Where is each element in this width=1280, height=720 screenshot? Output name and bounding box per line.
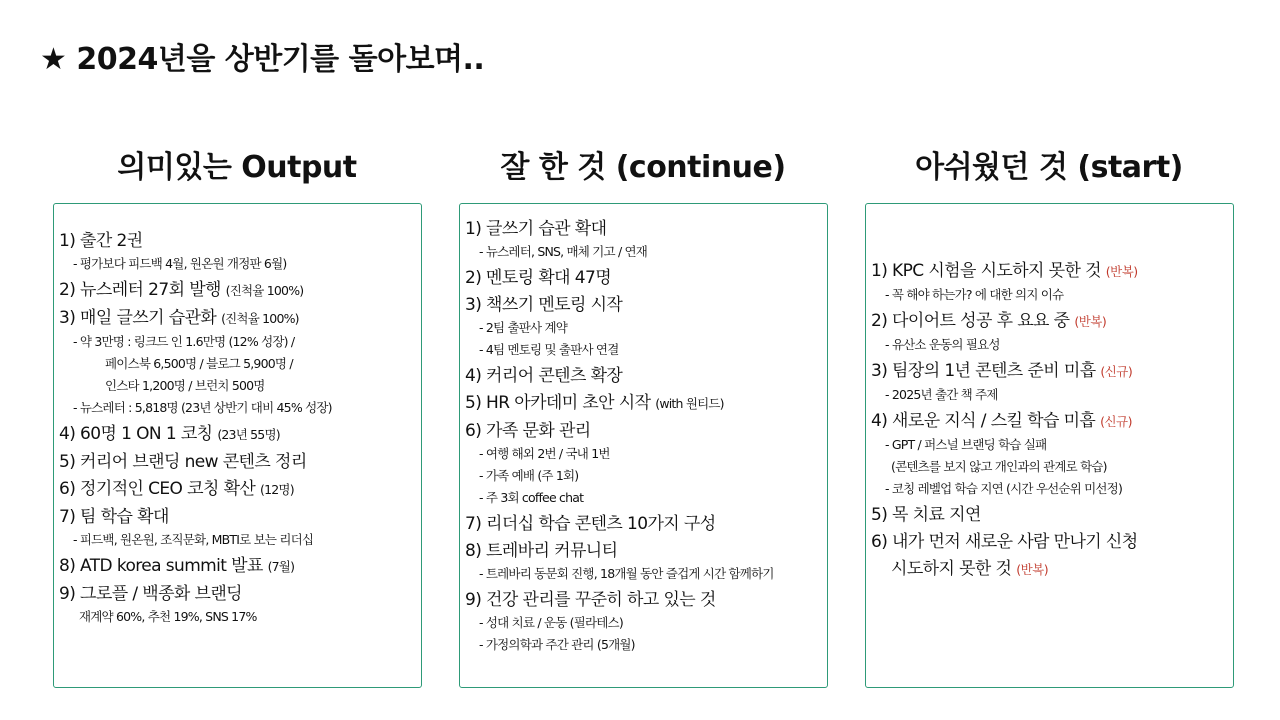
sub-line: - 4팀 멘토링 및 출판사 연결 (479, 342, 619, 357)
item-note: (진척율 100%) (221, 311, 299, 326)
item-line: 7) 팀 학습 확대 (59, 507, 169, 527)
sub-line: - 뉴스레터 : 5,818명 (23년 상반기 대비 45% 성장) (73, 400, 332, 415)
new-tag: (신규) (1100, 414, 1132, 429)
sub-line: - 뉴스레터, SNS, 매체 기고 / 연재 (479, 244, 648, 259)
sub-line: - 유산소 운동의 필요성 (885, 337, 1000, 352)
sub-line: (콘텐츠를 보지 않고 개인과의 관계로 학습) (891, 459, 1107, 474)
item-line: 1) 글쓰기 습관 확대 (465, 219, 607, 239)
item-line: 8) 트레바리 커뮤니티 (465, 541, 618, 561)
item-line: 6) 내가 먼저 새로운 사람 만나기 신청 (871, 532, 1138, 552)
sub-line: - 2팀 출판사 계약 (479, 320, 568, 335)
item-note: (진척율 100%) (225, 283, 304, 298)
item-line: 2) 뉴스레터 27회 발행 (진척율 100%) (59, 280, 304, 300)
item-note: (23년 55명) (217, 427, 280, 442)
sub-line: - GPT / 퍼스널 브랜딩 학습 실패 (885, 437, 1047, 452)
repeat-tag: (반복) (1074, 314, 1107, 329)
sub-line: - 2025년 출간 책 주제 (885, 387, 998, 402)
item-line: 6) 정기적인 CEO 코칭 확산 (12명) (59, 479, 294, 499)
item-line: 3) 매일 글쓰기 습관화 (진척율 100%) (59, 308, 299, 328)
item-line: 2) 다이어트 성공 후 요요 중 (반복) (871, 311, 1107, 331)
item-line: 9) 건강 관리를 꾸준히 하고 있는 것 (465, 590, 716, 610)
sub-line: - 코칭 레벨업 학습 지연 (시간 우선순위 미선정) (885, 481, 1123, 496)
sub-line: - 피드백, 원온원, 조직문화, MBTI로 보는 리더십 (73, 532, 314, 547)
item-line: 6) 가족 문화 관리 (465, 421, 591, 441)
new-tag: (신규) (1100, 364, 1133, 379)
item-line: 4) 커리어 콘텐츠 확장 (465, 366, 623, 386)
item-line: 7) 리더십 학습 콘텐츠 10가지 구성 (465, 514, 716, 534)
item-line: 8) ATD korea summit 발표 (7월) (59, 556, 295, 576)
item-note: (12명) (260, 482, 294, 497)
sub-line: - 트레바리 동문회 진행, 18개월 동안 즐겁게 시간 함께하기 (479, 566, 774, 581)
item-note: (with 원티드) (655, 396, 724, 411)
item-line: 3) 책쓰기 멘토링 시작 (465, 295, 623, 315)
item-line: 2) 멘토링 확대 47명 (465, 268, 612, 288)
panel-continue (459, 203, 828, 688)
panel-start (865, 203, 1234, 688)
item-line: 5) 목 치료 지연 (871, 505, 981, 525)
item-line: 3) 팀장의 1년 콘텐츠 준비 미흡 (신규) (871, 361, 1133, 381)
item-line: 4) 새로운 지식 / 스킬 학습 미흡 (신규) (871, 411, 1132, 431)
heading-continue: 잘 한 것 (continue) (500, 150, 786, 185)
item-line: 4) 60명 1 ON 1 코칭 (23년 55명) (59, 424, 280, 444)
repeat-tag: (반복) (1105, 264, 1138, 279)
item-line: 1) KPC 시험을 시도하지 못한 것 (반복) (871, 261, 1138, 281)
repeat-tag: (반복) (1016, 562, 1049, 577)
sub-line: - 가정의학과 주간 관리 (5개월) (479, 637, 635, 652)
sub-line: - 성대 치료 / 운동 (필라테스) (479, 615, 623, 630)
heading-start: 아쉬웠던 것 (start) (915, 150, 1183, 185)
page-title: ★ 2024년을 상반기를 돌아보며.. (40, 42, 485, 77)
sub-line: - 약 3만명 : 링크드 인 1.6만명 (12% 성장) / (73, 334, 295, 349)
item-line: 5) 커리어 브랜딩 new 콘텐츠 정리 (59, 452, 307, 472)
item-note: (7월) (267, 559, 295, 574)
sub-line: - 꼭 해야 하는가? 에 대한 의지 이슈 (885, 287, 1064, 302)
sub-line: 재계약 60%, 추천 19%, SNS 17% (79, 609, 257, 624)
sub-line: - 여행 해외 2번 / 국내 1번 (479, 446, 610, 461)
item-line: 5) HR 아카데미 초안 시작 (with 원티드) (465, 393, 724, 413)
sub-line: - 평가보다 피드백 4월, 원온원 개정판 6월) (73, 256, 287, 271)
item-line: 1) 출간 2권 (59, 231, 143, 251)
item-line: 시도하지 못한 것 (반복) (891, 559, 1049, 579)
heading-output: 의미있는 Output (117, 150, 357, 185)
panel-output (53, 203, 422, 688)
sub-line: 페이스북 6,500명 / 블로그 5,900명 / (105, 356, 293, 371)
sub-line: 인스타 1,200명 / 브런치 500명 (105, 378, 265, 393)
sub-line: - 주 3회 coffee chat (479, 490, 584, 505)
item-line: 9) 그로플 / 백종화 브랜딩 (59, 584, 242, 604)
sub-line: - 가족 예배 (주 1회) (479, 468, 579, 483)
